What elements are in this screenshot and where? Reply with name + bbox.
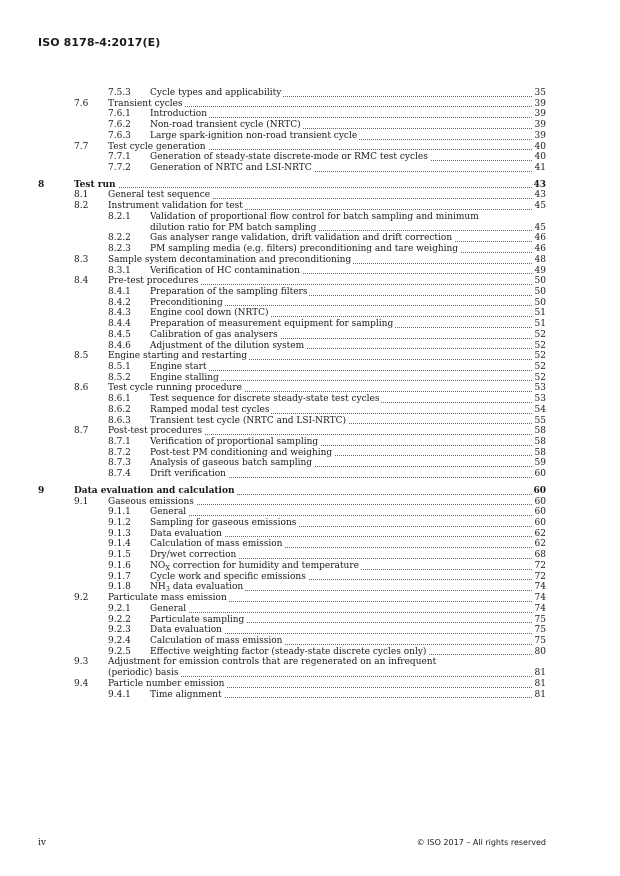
page-number: iv [38, 838, 46, 848]
toc-entry[interactable] [0, 180, 620, 191]
toc-entry-page: 45 [534, 222, 546, 233]
toc-entry-page: 49 [534, 265, 546, 276]
toc-entry-page: 43 [534, 190, 546, 201]
toc-entry[interactable] [0, 341, 620, 352]
toc-entry-number: 9.4 [74, 678, 89, 689]
toc-entry-number: 8 [38, 179, 45, 190]
toc-entry[interactable] [0, 190, 620, 201]
toc-entry-title: Data evaluation and calculation [74, 486, 532, 497]
toc-entry[interactable] [0, 383, 620, 394]
toc-entry-title: Pre-test procedures [108, 276, 532, 287]
toc-entry-page: 53 [534, 394, 546, 405]
toc-entry-number: 8.4.4 [108, 319, 131, 330]
toc-entry-title: General [150, 604, 532, 615]
toc-entry-page: 74 [534, 603, 546, 614]
toc-entry-page: 54 [534, 404, 546, 415]
toc-entry[interactable] [0, 668, 620, 679]
toc-entry-page: 60 [534, 518, 546, 529]
toc-entry[interactable] [0, 373, 620, 384]
toc-entry-number: 8.7.3 [108, 458, 131, 469]
toc-entry-page: 55 [534, 415, 546, 426]
toc-entry-number: 8.4.2 [108, 297, 131, 308]
toc-entry-number: 9.1 [74, 496, 89, 507]
toc-entry[interactable] [0, 142, 620, 153]
toc-entry-number: 7.6 [74, 98, 89, 109]
toc-entry[interactable] [0, 469, 620, 480]
toc-entry-number: 8.6.1 [108, 394, 131, 405]
toc-entry-title: Introduction [150, 109, 532, 120]
toc-entry-page: 72 [534, 571, 546, 582]
toc-entry-title: Post-test procedures [108, 426, 532, 437]
toc-entry[interactable] [0, 458, 620, 469]
toc-entry-title [150, 582, 532, 593]
copyright-notice: © ISO 2017 – All rights reserved [416, 838, 546, 847]
toc-entry-page: 35 [534, 88, 546, 98]
toc-entry-number: 8.6 [74, 383, 89, 394]
toc-entry-page: 41 [534, 163, 546, 174]
toc-entry-page: 81 [534, 689, 546, 700]
toc-entry-page: 45 [534, 201, 546, 212]
toc-entry-title: Preparation of the sampling filters [150, 287, 532, 298]
toc-entry[interactable] [0, 561, 620, 572]
toc-entry-page: 58 [534, 437, 546, 447]
toc-entry-number: 9.2.2 [108, 614, 131, 625]
toc-entry-page: 48 [534, 254, 546, 265]
toc-entry-title: Ramped modal test cycles [150, 405, 532, 416]
toc-entry-page: 81 [534, 668, 546, 679]
toc-entry-title: Test sequence for discrete steady-state test cycles [150, 394, 532, 405]
toc-entry-number: 9.1.6 [108, 560, 131, 571]
toc-entry-title: Transient test cycle (NRTC and LSI-NRTC) [150, 416, 532, 427]
toc-entry-number: 8.7.4 [108, 469, 131, 480]
toc-entry[interactable] [0, 244, 620, 255]
toc-entry[interactable] [0, 448, 620, 459]
toc-entry-page: 62 [534, 528, 546, 539]
toc-entry-number: 9.3 [74, 657, 89, 668]
toc-entry-page: 75 [534, 635, 546, 646]
toc-entry-number: 8.5.2 [108, 372, 131, 383]
toc-entry-title: Instrument validation for test [108, 201, 532, 212]
toc-entry-page: 58 [534, 447, 546, 458]
toc-entry-page: 60 [534, 469, 546, 480]
toc-entry[interactable] [0, 308, 620, 319]
toc-entry-title-prefix: NO [150, 560, 166, 571]
toc-entry-page: 39 [534, 109, 546, 120]
toc-entry[interactable] [0, 131, 620, 142]
toc-entry[interactable] [0, 405, 620, 416]
toc-entry-number: 8.4.5 [108, 329, 131, 340]
toc-entry-number: 8.3.1 [108, 265, 131, 276]
toc-entry[interactable] [0, 394, 620, 405]
toc-entry[interactable] [0, 572, 620, 583]
toc-entry-number: 9.2.3 [108, 625, 131, 636]
toc-entry-title-subscript: 3 [165, 585, 170, 594]
toc-entry[interactable] [0, 163, 620, 174]
toc-entry[interactable] [0, 582, 620, 593]
toc-entry[interactable] [0, 615, 620, 626]
toc-entry-page: 39 [534, 98, 546, 109]
toc-entry-number: 8.6.2 [108, 404, 131, 415]
toc-entry[interactable] [0, 437, 620, 448]
toc-entry-page: 58 [534, 426, 546, 437]
toc-entry-title: Generation of steady-state discrete-mode or RMC test cycles [150, 152, 532, 163]
toc-entry-page: 60 [534, 496, 546, 507]
toc-entry-number: 9.1.7 [108, 571, 131, 582]
toc-entry[interactable] [0, 690, 620, 701]
toc-entry-page: 62 [534, 539, 546, 550]
toc-entry-title: (periodic) basis [108, 668, 532, 679]
toc-entry-page: 81 [534, 678, 546, 689]
toc-entry-page: 80 [534, 646, 546, 657]
toc-entry-number: 7.5.3 [108, 88, 131, 98]
toc-entry-page: 52 [534, 361, 546, 372]
toc-entry-title [150, 561, 532, 572]
toc-entry-title: Cycle work and specific emissions [150, 572, 532, 583]
toc-entry-page: 60 [534, 507, 546, 518]
toc-entry-title: Test cycle running procedure [108, 383, 532, 394]
toc-entry-number: 8.4.3 [108, 308, 131, 319]
toc-entry[interactable] [0, 647, 620, 658]
toc-entry-title: Engine cool down (NRTC) [150, 308, 532, 319]
toc-entry[interactable] [0, 679, 620, 690]
toc-entry-title: Post-test PM conditioning and weighing [150, 448, 532, 459]
toc-entry-page: 52 [534, 340, 546, 351]
toc-entry-title: General test sequence [108, 190, 532, 201]
document-id: ISO 8178-4:2017(E) [38, 36, 161, 49]
toc-entry-number: 9.1.2 [108, 518, 131, 529]
toc-entry[interactable] [0, 604, 620, 615]
toc-entry-title: PM sampling media (e.g. filters) preconditioning and tare weighing [150, 244, 532, 255]
toc-entry-number: 9.2.4 [108, 635, 131, 646]
toc-entry-number: 8.2.3 [108, 244, 131, 255]
toc-entry[interactable] [0, 486, 620, 497]
toc-entry[interactable] [0, 636, 620, 647]
toc-entry[interactable] [0, 212, 620, 223]
toc-entry-number: 8.2.2 [108, 233, 131, 244]
toc-entry-number: 9.2.5 [108, 646, 131, 657]
toc-entry[interactable] [0, 426, 620, 437]
toc-entry[interactable] [0, 99, 620, 110]
toc-entry-page: 68 [534, 550, 546, 561]
toc-entry[interactable] [0, 497, 620, 508]
toc-entry-title: Preparation of measurement equipment for sampling [150, 319, 532, 330]
toc-entry-title: Adjustment for emission controls that are regenerated on an infrequent [108, 657, 437, 668]
toc-entry-title: Validation of proportional flow control for batch sampling and minimum [150, 211, 479, 222]
toc-entry[interactable] [0, 593, 620, 604]
toc-entry-title: Data evaluation [150, 529, 532, 540]
toc-entry-page: 50 [534, 276, 546, 287]
toc-entry[interactable] [0, 351, 620, 362]
toc-entry[interactable] [0, 330, 620, 341]
toc-entry-page: 43 [533, 179, 546, 190]
toc-entry-title: Large spark-ignition non-road transient cycle [150, 131, 532, 142]
toc-entry-title: Verification of HC contamination [150, 266, 532, 277]
toc-entry[interactable] [0, 255, 620, 266]
toc-entry-page: 52 [534, 351, 546, 362]
toc-entry[interactable] [0, 88, 620, 99]
toc-entry-number: 8.7 [74, 426, 89, 437]
toc-entry-title: Particle number emission [108, 679, 532, 690]
toc-entry-page: 51 [534, 319, 546, 330]
toc-entry-number: 7.7 [74, 141, 89, 152]
toc-entry[interactable] [0, 287, 620, 298]
toc-entry-title-rest: data evaluation [169, 582, 244, 593]
toc-entry-number: 7.6.1 [108, 109, 131, 120]
toc-entry-title: Sample system decontamination and preconditioning [108, 255, 532, 266]
toc-entry[interactable] [0, 152, 620, 163]
toc-entry-number: 9.1.4 [108, 539, 131, 550]
toc-entry-title: Gas analyser range validation, drift validation and drift correction [150, 233, 532, 244]
toc-entry-title: Calculation of mass emission [150, 636, 532, 647]
toc-entry-number: 8.4.6 [108, 340, 131, 351]
toc-entry-number: 9.4.1 [108, 689, 131, 700]
toc-entry-title: Gaseous emissions [108, 497, 532, 508]
toc-entry-number: 8.5 [74, 351, 89, 362]
toc-entry-title: Time alignment [150, 690, 532, 701]
toc-entry-page: 39 [534, 120, 546, 131]
toc-entry[interactable] [0, 223, 620, 234]
toc-entry-number: 9.1.1 [108, 507, 131, 518]
toc-entry-title: General [150, 507, 532, 518]
toc-entry[interactable] [0, 416, 620, 427]
toc-entry-page: 75 [534, 614, 546, 625]
toc-entry-page: 72 [534, 560, 546, 571]
toc-entry-title: Preconditioning [150, 298, 532, 309]
toc-entry-title: Drift verification [150, 469, 532, 480]
toc-entry[interactable] [0, 362, 620, 373]
toc-entry-page: 60 [533, 485, 546, 496]
toc-entry-title-prefix: NH [150, 582, 166, 593]
toc-entry-page: 52 [534, 329, 546, 340]
toc-entry-page: 52 [534, 372, 546, 383]
toc-entry-number: 8.6.3 [108, 415, 131, 426]
toc-entry[interactable] [0, 233, 620, 244]
toc-entry-title: dilution ratio for PM batch sampling [150, 223, 532, 234]
toc-entry-title: Adjustment of the dilution system [150, 341, 532, 352]
toc-entry-page: 74 [534, 593, 546, 604]
toc-entry[interactable] [0, 266, 620, 277]
toc-entry-page: 53 [534, 383, 546, 394]
toc-entry-page: 39 [534, 130, 546, 141]
toc-entry-page: 40 [534, 152, 546, 163]
toc-entry-number: 9.1.5 [108, 550, 131, 561]
toc-entry-number: 8.7.1 [108, 437, 131, 447]
toc-entry-number: 9.2.1 [108, 603, 131, 614]
toc-entry-page: 74 [534, 582, 546, 593]
toc-entry-number: 9.1.3 [108, 528, 131, 539]
toc-entry-page: 50 [534, 297, 546, 308]
toc-entry[interactable] [0, 319, 620, 330]
toc-entry-title: Calibration of gas analysers [150, 330, 532, 341]
toc-entry-title: Generation of NRTC and LSI-NRTC [150, 163, 532, 174]
toc-entry-title: Particulate sampling [150, 615, 532, 626]
toc-entry-number: 8.1 [74, 190, 89, 201]
toc-entry-title: Transient cycles [108, 99, 532, 110]
toc-entry-number: 7.6.3 [108, 130, 131, 141]
toc-entry-title: Test cycle generation [108, 142, 532, 153]
toc-entry-number: 8.4 [74, 276, 89, 287]
toc-entry-number: 8.2 [74, 201, 89, 212]
toc-entry-page: 50 [534, 286, 546, 297]
toc-entry-number: 8.2.1 [108, 211, 131, 222]
toc-entry-title: Analysis of gaseous batch sampling [150, 458, 532, 469]
toc-entry[interactable] [0, 507, 620, 518]
toc-entry-title: Engine starting and restarting [108, 351, 532, 362]
toc-entry-number: 7.7.1 [108, 152, 131, 163]
toc-entry-title: Verification of proportional sampling [150, 437, 532, 448]
toc-entry[interactable] [0, 539, 620, 550]
toc-entry-page: 40 [534, 141, 546, 152]
toc-entry-title: Sampling for gaseous emissions [150, 518, 532, 529]
toc-entry-number: 9.1.8 [108, 582, 131, 593]
toc-entry[interactable] [0, 625, 620, 636]
toc-entry[interactable] [0, 657, 620, 668]
toc-entry-title: Dry/wet correction [150, 550, 532, 561]
toc-entry-number: 8.5.1 [108, 361, 131, 372]
toc-entry-number: 8.3 [74, 254, 89, 265]
toc-entry-title-rest: correction for humidity and temperature [169, 560, 359, 571]
toc-entry-page: 46 [534, 244, 546, 255]
toc-entry-number: 9.2 [74, 593, 89, 604]
toc-entry-title-subscript: X [165, 563, 170, 572]
toc-entry-number: 7.7.2 [108, 163, 131, 174]
toc-entry-page: 75 [534, 625, 546, 636]
toc-entry[interactable] [0, 518, 620, 529]
toc-entry-title: Effective weighting factor (steady-state discrete cycles only) [150, 647, 532, 658]
toc-entry-title: Data evaluation [150, 625, 532, 636]
toc-entry-title: Particulate mass emission [108, 593, 532, 604]
toc-entry-title: Non-road transient cycle (NRTC) [150, 120, 532, 131]
toc-entry-page: 46 [534, 233, 546, 244]
toc-entry[interactable] [0, 550, 620, 561]
toc-entry[interactable] [0, 201, 620, 212]
toc-entry-title: Test run [74, 180, 532, 191]
toc-entry-number: 8.4.1 [108, 286, 131, 297]
table-of-contents [0, 88, 620, 700]
toc-entry-title: Calculation of mass emission [150, 539, 532, 550]
toc-entry-title: Engine start [150, 362, 532, 373]
toc-entry-number: 7.6.2 [108, 120, 131, 131]
toc-entry[interactable] [0, 276, 620, 287]
toc-entry[interactable] [0, 109, 620, 120]
toc-entry-title: Engine stalling [150, 373, 532, 384]
toc-entry[interactable] [0, 529, 620, 540]
toc-entry-title: Cycle types and applicability [150, 88, 532, 99]
toc-entry[interactable] [0, 120, 620, 131]
toc-entry-number: 9 [38, 485, 45, 496]
toc-entry-page: 51 [534, 308, 546, 319]
toc-entry[interactable] [0, 298, 620, 309]
toc-entry-number: 8.7.2 [108, 447, 131, 458]
toc-entry-page: 59 [534, 458, 546, 469]
